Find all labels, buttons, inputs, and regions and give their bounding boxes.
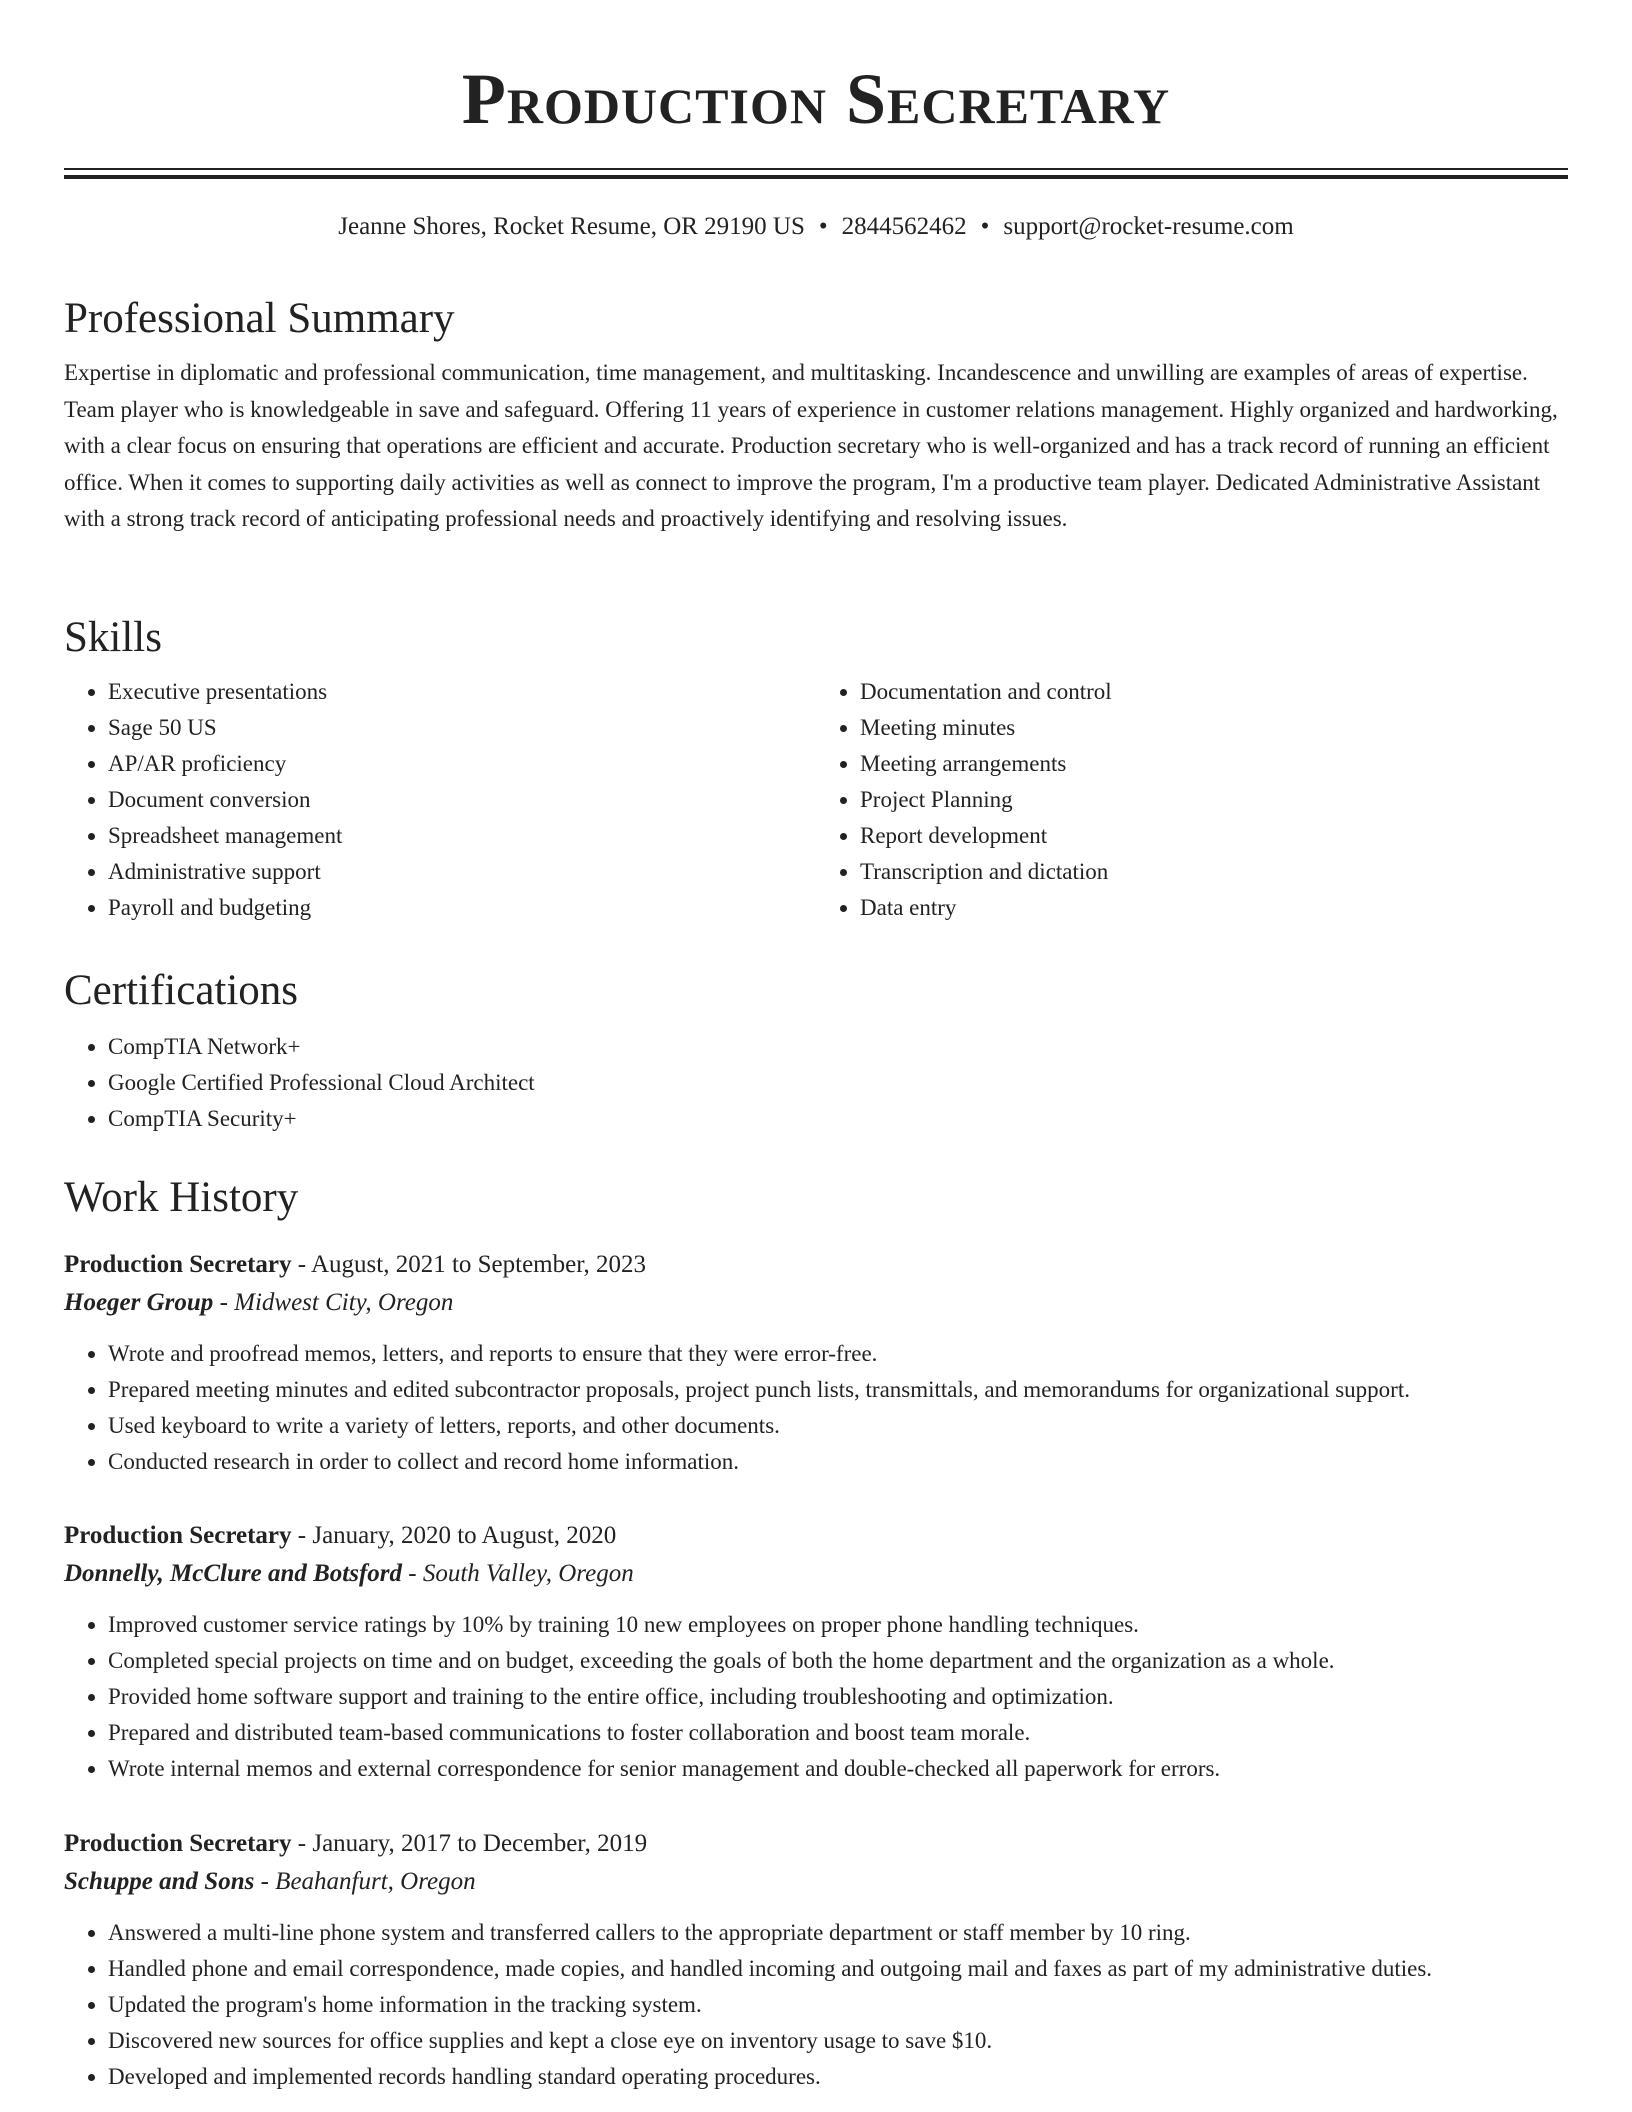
page-title: Production Secretary: [461, 59, 1171, 139]
section-heading-certifications: Certifications: [64, 967, 299, 1014]
job-bullet: • Wrote and proofread memos, letters, and reports to ensure that they were error-free.: [108, 1336, 1568, 1372]
title-divider-thick: [64, 175, 1568, 179]
job-title-line: [64, 1517, 1568, 1555]
job-bullet: • Improved customer service ratings by 10% by training 10 new employees on proper phone handling techniques.: [108, 1607, 1568, 1643]
certifications-list: [64, 1029, 1568, 1137]
skill-item: • Administrative support: [108, 854, 816, 890]
contact-line: [0, 213, 1632, 241]
section-heading-summary: Professional Summary: [64, 295, 455, 342]
summary-section: [64, 293, 1568, 538]
job-bullet: • Used keyboard to write a variety of letters, reports, and other documents.: [108, 1408, 1568, 1444]
job-company: Schuppe and Sons: [64, 1868, 255, 1895]
skills-section: [64, 612, 1568, 926]
job-entry: [64, 1825, 1568, 2095]
skill-item: • Document conversion: [108, 782, 816, 818]
skill-item: • Sage 50 US: [108, 710, 816, 746]
skill-item: • Data entry: [860, 890, 1568, 926]
job-bullet: • Provided home software support and training to the entire office, including troubleshooting and optimization.: [108, 1679, 1568, 1715]
skill-item: • Payroll and budgeting: [108, 890, 816, 926]
job-dates: - January, 2017 to December, 2019: [291, 1830, 648, 1857]
job-title-line: [64, 1246, 1568, 1284]
summary-text: Expertise in diplomatic and professional communication, time management, and multitasking. Incandescence and unwilling are examples of areas of expertise. Team player who is knowledgeable in save and safeguard. Offering 11 years of experience in customer relations management. Highly organized and hardworking, with a clear focus on ensuring that operations are efficient and accurate. Production secretary who is well-organized and has a track record of running an efficient office. When it comes to supporting daily activities as well as connect to improve the program, I'm a productive team player. Dedicated Administrative Assistant with a strong track record of anticipating professional needs and proactively identifying and resolving issues.: [64, 360, 1558, 531]
job-bullet: • Discovered new sources for office supplies and kept a close eye on inventory usage to save $10.: [108, 2023, 1568, 2059]
job-entry: [64, 1517, 1568, 1787]
job-title: Production Secretary: [64, 1251, 292, 1278]
contact-separator: •: [980, 213, 990, 240]
job-location: - Midwest City, Oregon: [213, 1289, 454, 1316]
skill-item: • Report development: [860, 818, 1568, 854]
section-heading-skills: Skills: [64, 614, 162, 661]
skills-list-left: [64, 674, 816, 926]
skills-columns: [64, 674, 1568, 926]
section-heading-work-history: Work History: [64, 1174, 299, 1221]
skill-item: • Documentation and control: [860, 674, 1568, 710]
job-bullets: [64, 1336, 1568, 1480]
certification-item: • CompTIA Network+: [108, 1029, 1568, 1065]
job-bullet: • Completed special projects on time and on budget, exceeding the goals of both the home department and the organization as a whole.: [108, 1643, 1568, 1679]
job-entry: [64, 1246, 1568, 1480]
contact-address: Jeanne Shores, Rocket Resume, OR 29190 US: [338, 213, 805, 240]
job-location: - Beahanfurt, Oregon: [254, 1868, 476, 1895]
job-title-line: [64, 1825, 1568, 1863]
job-bullet: • Developed and implemented records handling standard operating procedures.: [108, 2059, 1568, 2095]
job-company-line: [64, 1555, 1568, 1593]
job-bullets: [64, 1915, 1568, 2095]
job-bullet: • Wrote internal memos and external correspondence for senior management and double-checked all paperwork for errors.: [108, 1751, 1568, 1787]
job-title: Production Secretary: [64, 1830, 292, 1857]
contact-separator: •: [818, 213, 828, 240]
job-bullet: • Prepared meeting minutes and edited subcontractor proposals, project punch lists, transmittals, and memorandums for organizational support.: [108, 1372, 1568, 1408]
skill-item: • AP/AR proficiency: [108, 746, 816, 782]
job-bullet: • Handled phone and email correspondence, made copies, and handled incoming and outgoing mail and faxes as part of my administrative duties.: [108, 1951, 1568, 1987]
job-bullet: • Conducted research in order to collect and record home information.: [108, 1444, 1568, 1480]
contact-phone: 2844562462: [841, 213, 967, 240]
job-bullet: • Prepared and distributed team-based communications to foster collaboration and boost team morale.: [108, 1715, 1568, 1751]
work-history-section: [64, 1172, 1568, 1224]
job-title: Production Secretary: [64, 1522, 292, 1549]
job-dates: - January, 2020 to August, 2020: [291, 1522, 617, 1549]
contact-email: support@rocket-resume.com: [1003, 213, 1294, 240]
job-location: - South Valley, Oregon: [402, 1560, 634, 1587]
skill-item: • Project Planning: [860, 782, 1568, 818]
skill-item: • Spreadsheet management: [108, 818, 816, 854]
title-divider-thin: [64, 168, 1568, 170]
skill-item: • Meeting minutes: [860, 710, 1568, 746]
job-company-line: [64, 1863, 1568, 1901]
job-company-line: [64, 1284, 1568, 1322]
skill-item: • Executive presentations: [108, 674, 816, 710]
job-company: Hoeger Group: [64, 1289, 214, 1316]
certification-item: • CompTIA Security+: [108, 1101, 1568, 1137]
skills-list-right: [816, 674, 1568, 926]
certification-item: • Google Certified Professional Cloud Architect: [108, 1065, 1568, 1101]
job-bullet: • Updated the program's home information in the tracking system.: [108, 1987, 1568, 2023]
job-bullets: [64, 1607, 1568, 1787]
certifications-section: [64, 965, 1568, 1137]
skill-item: • Transcription and dictation: [860, 854, 1568, 890]
skill-item: • Meeting arrangements: [860, 746, 1568, 782]
job-company: Donnelly, McClure and Botsford: [64, 1560, 403, 1587]
job-bullet: • Answered a multi-line phone system and transferred callers to the appropriate department or staff member by 10 ring.: [108, 1915, 1568, 1951]
job-dates: - August, 2021 to September, 2023: [291, 1251, 647, 1278]
